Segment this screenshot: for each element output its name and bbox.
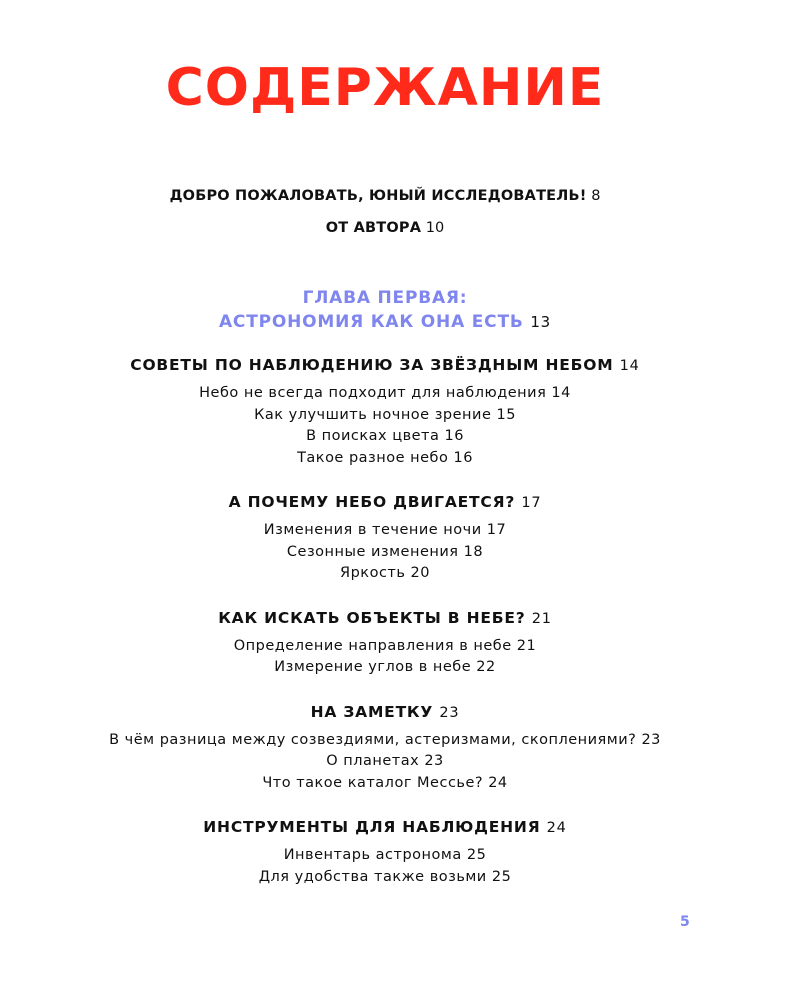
toc-item-page: 16 bbox=[444, 428, 464, 444]
toc-item-title: В поисках цвета bbox=[306, 428, 440, 444]
toc-item-page: 16 bbox=[453, 449, 473, 466]
toc-item-page: 25 bbox=[491, 868, 512, 885]
toc-item-page: 18 bbox=[463, 543, 484, 560]
toc-entry-title: ОТ АВТОРА bbox=[325, 220, 422, 236]
toc-item-page: 15 bbox=[496, 406, 516, 423]
page-number: 5 bbox=[680, 914, 690, 930]
toc-section[interactable] bbox=[0, 701, 770, 724]
toc-item-title: Инвентарь астронома bbox=[283, 847, 462, 863]
toc-item-title: О планетах bbox=[326, 753, 420, 769]
toc-item[interactable] bbox=[0, 426, 770, 448]
toc-item-title: Как улучшить ночное зрение bbox=[254, 406, 492, 423]
toc-item-title: Сезонные изменения bbox=[286, 543, 459, 560]
toc-item-title: Определение направления в небе bbox=[233, 637, 512, 654]
toc-item-page: 14 bbox=[551, 385, 571, 401]
toc-item[interactable] bbox=[0, 657, 770, 679]
chapter-heading[interactable] bbox=[0, 286, 770, 334]
toc-item[interactable] bbox=[0, 773, 770, 795]
toc-item-page: 22 bbox=[476, 659, 496, 675]
toc-item-title: Такое разное небо bbox=[297, 449, 449, 466]
toc-item[interactable] bbox=[0, 448, 770, 470]
toc-item-page: 21 bbox=[516, 637, 537, 654]
toc-item[interactable] bbox=[0, 636, 770, 658]
toc-item[interactable] bbox=[0, 730, 770, 752]
toc-item-title: Яркость bbox=[340, 565, 406, 581]
chapter-page: 13 bbox=[530, 313, 552, 331]
chapter-title-line bbox=[0, 310, 770, 334]
toc-section-title: ИНСТРУМЕНТЫ ДЛЯ НАБЛЮДЕНИЯ bbox=[203, 818, 541, 836]
toc-item[interactable] bbox=[0, 845, 770, 867]
toc-section[interactable] bbox=[0, 816, 770, 839]
toc-entry-page: 8 bbox=[591, 188, 601, 204]
toc-item-title: Небо не всегда подходит для наблюдения bbox=[199, 385, 547, 401]
toc-section-page: 21 bbox=[531, 610, 552, 627]
toc-item-page: 23 bbox=[641, 731, 661, 748]
toc-section[interactable] bbox=[0, 354, 770, 377]
page-title: СОДЕРЖАНИЕ bbox=[165, 58, 605, 118]
toc-section-title: СОВЕТЫ ПО НАБЛЮДЕНИЮ ЗА ЗВЁЗДНЫМ НЕБОМ bbox=[130, 356, 614, 374]
toc-item[interactable] bbox=[0, 520, 770, 542]
toc-item-page: 20 bbox=[410, 565, 430, 581]
toc-item-title: Измерение углов в небе bbox=[274, 659, 472, 675]
toc-section-page: 17 bbox=[521, 495, 542, 511]
toc-section-page: 14 bbox=[619, 358, 640, 374]
toc-item-page: 23 bbox=[424, 753, 444, 769]
toc-item[interactable] bbox=[0, 751, 770, 773]
toc-entry-page: 10 bbox=[425, 220, 445, 236]
toc-item-page: 25 bbox=[466, 847, 487, 863]
toc-section[interactable] bbox=[0, 491, 770, 514]
toc-item-title: Для удобства также возьми bbox=[258, 868, 487, 885]
toc-section-title: КАК ИСКАТЬ ОБЪЕКТЫ В НЕБЕ? bbox=[218, 608, 526, 627]
toc-item-title: Что такое каталог Мессье? bbox=[262, 774, 484, 791]
toc-item-page: 17 bbox=[486, 522, 507, 538]
toc-section-page: 23 bbox=[439, 704, 460, 721]
toc-item[interactable] bbox=[0, 542, 770, 564]
toc-section-title: А ПОЧЕМУ НЕБО ДВИГАЕТСЯ? bbox=[228, 493, 516, 511]
toc-entry-from-author[interactable] bbox=[0, 216, 770, 248]
toc-item[interactable] bbox=[0, 867, 770, 889]
toc-section[interactable] bbox=[0, 607, 770, 630]
chapter-label: ГЛАВА ПЕРВАЯ: bbox=[302, 288, 468, 308]
toc-item-title: В чём разница между созвездиями, астеризмами, скоплениями? bbox=[109, 731, 637, 748]
toc-item[interactable] bbox=[0, 563, 770, 585]
toc-section-page: 24 bbox=[546, 820, 567, 836]
chapter-title: АСТРОНОМИЯ КАК ОНА ЕСТЬ bbox=[218, 312, 524, 332]
toc-item-title: Изменения в течение ночи bbox=[263, 522, 482, 538]
toc-entry-welcome[interactable] bbox=[0, 184, 770, 216]
toc-item-page: 24 bbox=[488, 774, 508, 791]
toc-entry-title: ДОБРО ПОЖАЛОВАТЬ, ЮНЫЙ ИССЛЕДОВАТЕЛЬ! bbox=[169, 188, 587, 204]
toc-section-title: НА ЗАМЕТКУ bbox=[310, 702, 434, 721]
table-of-contents bbox=[0, 184, 770, 888]
toc-item[interactable] bbox=[0, 383, 770, 405]
toc-item[interactable] bbox=[0, 405, 770, 427]
